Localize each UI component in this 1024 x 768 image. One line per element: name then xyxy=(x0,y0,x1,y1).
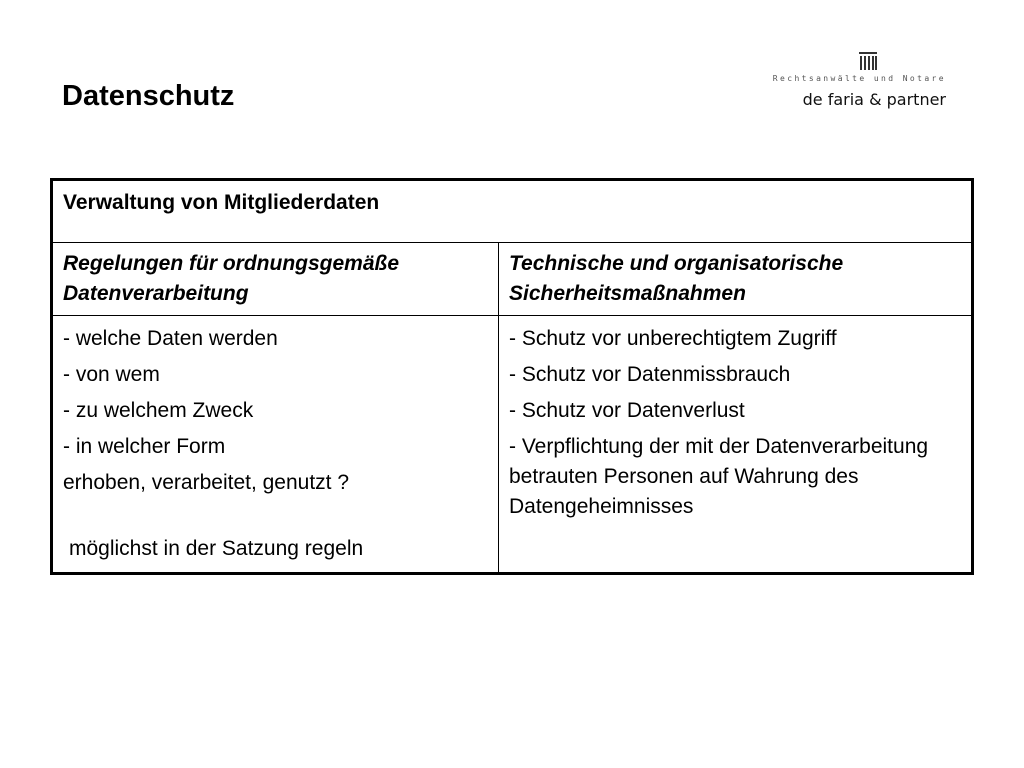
column-heading-security: Technische und organisatorische Sicherheitsmaßnahmen xyxy=(499,243,973,316)
table-header: Verwaltung von Mitgliederdaten xyxy=(52,180,973,243)
list-item: - Verpflichtung der mit der Datenverarbeitung betrauten Personen auf Wahrung des Datengeheimnisses xyxy=(509,435,929,518)
conclusion-text: möglichst in der Satzung regeln xyxy=(69,537,364,560)
security-cell xyxy=(499,316,973,574)
list-item: - zu welchem Zweck xyxy=(63,399,254,422)
list-item: - in welcher Form xyxy=(63,435,226,458)
list-item: - Schutz vor unberechtigtem Zugriff xyxy=(509,327,837,350)
list-item: - welche Daten werden xyxy=(63,327,278,350)
list-item: - Schutz vor Datenverlust xyxy=(509,399,745,422)
column-heading-regulations: Regelungen für ordnungsgemäße Datenverarbeitung xyxy=(52,243,499,316)
page-title: Datenschutz xyxy=(62,80,235,112)
list-item: - von wem xyxy=(63,363,160,386)
regulations-cell xyxy=(52,316,499,574)
list-item: - Schutz vor Datenmissbrauch xyxy=(509,363,791,386)
list-item: erhoben, verarbeitet, genutzt ? xyxy=(63,471,350,494)
logo-name: de faria & partner xyxy=(802,90,946,109)
spacer xyxy=(63,504,488,534)
conclusion-line xyxy=(63,534,488,564)
data-protection-table xyxy=(50,178,974,575)
columns-logo-icon xyxy=(858,52,878,72)
logo-tagline: Rechtsanwälte und Notare xyxy=(772,74,946,83)
